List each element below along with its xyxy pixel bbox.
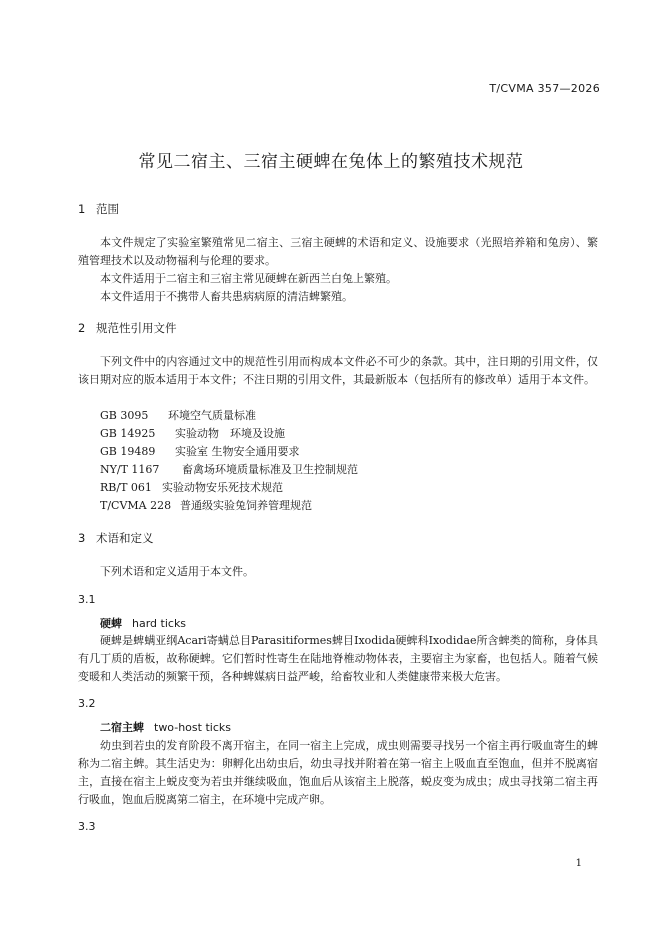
section-1-paragraph: 本文件适用于不携带人畜共患病病原的清洁蜱繁殖。	[100, 290, 353, 303]
reference-item	[100, 443, 300, 459]
reference-item	[100, 425, 285, 441]
reference-code: GB 3095	[100, 409, 149, 422]
page-number: 1	[575, 858, 582, 869]
term-entry	[100, 615, 186, 631]
reference-code: T/CVMA 228	[100, 499, 172, 512]
section-title: 术语和定义	[96, 531, 154, 545]
reference-item	[100, 461, 358, 477]
section-2-heading	[78, 320, 177, 336]
term-chinese: 硬蜱	[100, 617, 122, 630]
term-english: two-host ticks	[154, 721, 231, 734]
section-3-intro: 下列术语和定义适用于本文件。	[100, 565, 254, 578]
term-entry	[100, 719, 231, 735]
section-2-intro: 下列文件中的内容通过文中的规范性引用而构成本文件必不可少的条款。其中，注日期的引用文件，仅该日期对应的版本适用于本文件；不注日期的引用文件，其最新版本（包括所有的修改单）适用于本文件。	[78, 355, 598, 386]
reference-code: NY/T 1167	[100, 463, 160, 476]
section-3-heading	[78, 530, 154, 546]
term-number: 3.1	[78, 593, 96, 606]
reference-item	[100, 497, 312, 513]
reference-code: GB 14925	[100, 427, 156, 440]
section-number: 3	[78, 531, 86, 545]
section-title: 范围	[96, 202, 119, 216]
reference-title: 普通级实验兔饲养管理规范	[180, 499, 312, 512]
term-definition: 幼虫到若虫的发育阶段不离开宿主，在同一宿主上完成，成虫则需要寻找另一个宿主再行吸血寄生的蜱称为二宿主蜱。其生活史为：卵孵化出幼虫后，幼虫寻找并附着在第一宿主上吸血直至饱血，但并不脱离宿主，直接在宿主上蜕皮变为若虫并继续吸血，饱血后从该宿主上脱落，蜕皮变为成虫；成虫寻找第二宿主再行吸血，饱血后脱离第二宿主，在环境中完成产卵。	[78, 739, 598, 806]
reference-item	[100, 407, 256, 423]
section-1-paragraph: 本文件规定了实验室繁殖常见二宿主、三宿主硬蜱的术语和定义、设施要求（光照培养箱和兔房）、繁殖管理技术以及动物福利与伦理的要求。	[78, 236, 598, 267]
reference-title: 实验室 生物安全通用要求	[175, 445, 300, 458]
section-title: 规范性引用文件	[96, 321, 177, 335]
reference-item	[100, 479, 283, 495]
section-1-paragraph: 本文件适用于二宿主和三宿主常见硬蜱在新西兰白兔上繁殖。	[100, 272, 397, 285]
reference-title: 实验动物安乐死技术规范	[162, 481, 283, 494]
document-number: T/CVMA 357—2026	[489, 82, 600, 95]
reference-code: RB/T 061	[100, 481, 152, 494]
reference-title: 环境空气质量标准	[168, 409, 256, 422]
section-1-heading	[78, 201, 119, 217]
term-chinese: 二宿主蜱	[100, 721, 144, 734]
reference-code: GB 19489	[100, 445, 156, 458]
reference-title: 畜禽场环境质量标准及卫生控制规范	[182, 463, 358, 476]
section-number: 2	[78, 321, 86, 335]
document-title: 常见二宿主、三宿主硬蜱在兔体上的繁殖技术规范	[138, 152, 524, 172]
term-number: 3.3	[78, 820, 96, 833]
term-definition: 硬蜱是蜱螨亚纲Acari寄螨总目Parasitiformes蜱目Ixodida硬蜱科Ixodidae所含蜱类的简称，身体具有几丁质的盾板，故称硬蜱。它们暂时性寄生在陆地脊椎动物体表，主要宿主为家畜，也包括人。随着气候变暖和人类活动的频繁干预，各种蜱媒病日益严峻，给畜牧业和人类健康带来极大危害。	[78, 634, 598, 683]
reference-title: 实验动物 环境及设施	[175, 427, 285, 440]
term-english: hard ticks	[132, 617, 187, 630]
section-number: 1	[78, 202, 86, 216]
term-number: 3.2	[78, 697, 96, 710]
